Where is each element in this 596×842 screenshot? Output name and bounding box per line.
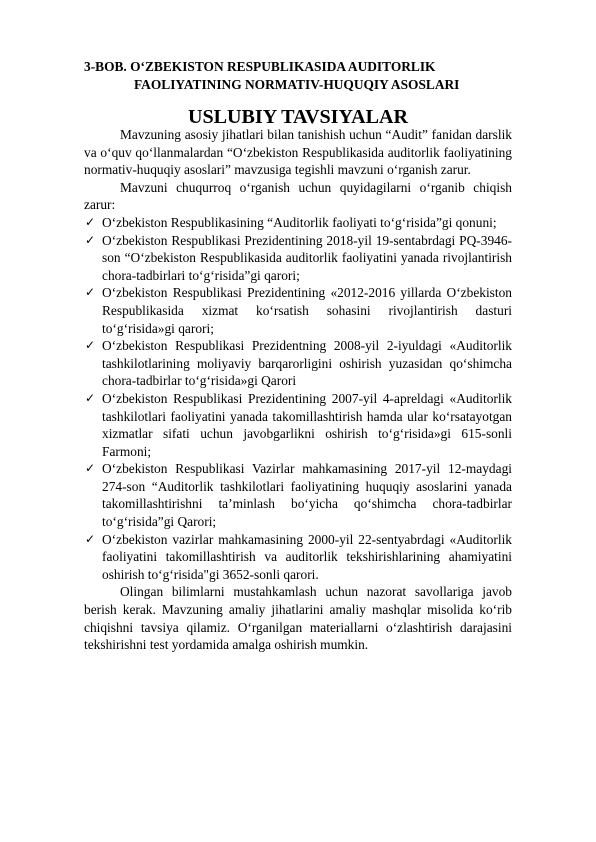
list-item bbox=[84, 337, 512, 390]
list-item-text: O‘zbekiston vazirlar mahkamasining 2000-yil 22-sentyabrdagi «Auditorlik faoliyatini takomillashtirish va auditorlik tekshirishlarining ahamiyatini oshirish to‘g‘risida"gi 3652-sonli qarori. bbox=[102, 531, 512, 582]
intro-paragraph-2: Mavzuni chuqurroq o‘rganish uchun quyidagilarni o‘rganib chiqish zarur: bbox=[84, 179, 512, 213]
check-mark-icon: ✓ bbox=[85, 531, 96, 546]
list-item bbox=[84, 390, 512, 460]
intro-paragraph-1: Mavzuning asosiy jihatlari bilan tanishish uchun “Audit” fanidan darslik va o‘quv qo‘llanmalardan “O‘zbekiston Respublikasida auditorlik faoliyatining normativ-huquqiy asoslari” mavzusiga tegishli mavzuni o‘rganish zarur. bbox=[84, 127, 512, 178]
check-mark-icon: ✓ bbox=[85, 338, 96, 353]
list-item bbox=[84, 214, 512, 232]
check-mark-icon: ✓ bbox=[85, 390, 96, 405]
chapter-title-line-1: 3-BOB. O‘ZBEKISTON RESPUBLIKASIDA AUDITORLIK bbox=[84, 59, 436, 74]
list-item-text: O‘zbekiston Respublikasi Prezidentining «2012-2016 yillarda O‘zbekiston Respublikasida xizmat ko‘rsatish sohasini rivojlantirish dasturi to‘g‘risida»gi qarori; bbox=[102, 285, 512, 336]
legal-acts-list bbox=[84, 214, 512, 583]
check-mark-icon: ✓ bbox=[85, 214, 96, 229]
chapter-title-line-2: FAOLIYATINING NORMATIV-HUQUQIY ASOSLARI bbox=[134, 77, 460, 92]
list-item-text: O‘zbekiston Respublikasi Prezidentining 2007-yil 4-apreldagi «Auditorlik tashkilotlari faoliyatini yanada takomillashtirish hamda ular ko‘rsatayotgan xizmatlar sifati uchun javobgarlikni oshirish to‘g‘risida»gi 615-sonli Farmoni; bbox=[102, 390, 512, 459]
section-title: USLUBIY TAVSIYALAR bbox=[187, 106, 408, 128]
document-page bbox=[84, 58, 512, 654]
list-item-text: O‘zbekiston Respublikasi Prezidentning 2008-yil 2-iyuldagi «Auditorlik tashkilotlarining moliyaviy barqarorligini oshirish yuzasidan qo‘shimcha chora-tadbirlar to‘g‘risida»gi Qarori bbox=[102, 338, 512, 389]
closing-paragraph: Olingan bilimlarni mustahkamlash uchun nazorat savollariga javob berish kerak. Mavzuning amaliy jihatlarini amaliy mashqlar misolida ko‘rib chiqishni tavsiya qilamiz. O‘rganilgan materiallarni o‘zlashtirish darajasini tekshirishni test yordamida amalga oshirish mumkin. bbox=[84, 584, 512, 653]
list-item bbox=[84, 232, 512, 285]
list-item-text: O‘zbekiston Respublikasi Prezidentining 2018-yil 19-sentabrdagi PQ-3946-son “O‘zbekiston Respublikasida auditorlik faoliyatini yanada rivojlantirish chora-tadbirlari to‘g‘risida”gi qarori; bbox=[102, 232, 512, 283]
chapter-title bbox=[84, 58, 512, 94]
list-item-text: O‘zbekiston Respublikasining “Auditorlik faoliyati to‘g‘risida”gi qonuni; bbox=[102, 214, 497, 230]
list-item bbox=[84, 284, 512, 337]
list-item-text: O‘zbekiston Respublikasi Vazirlar mahkamasining 2017-yil 12-maydagi 274-son “Auditorlik tashkilotlari faoliyatining huquqiy asoslarini yanada takomillashtirishni ta’minlash bo‘yicha qo‘shimcha chora-tadbirlar to‘g‘risida”gi Qarori; bbox=[102, 461, 512, 530]
list-item bbox=[84, 460, 512, 530]
check-mark-icon: ✓ bbox=[85, 232, 96, 247]
list-item bbox=[84, 531, 512, 584]
check-mark-icon: ✓ bbox=[85, 285, 96, 300]
check-mark-icon: ✓ bbox=[85, 461, 96, 476]
